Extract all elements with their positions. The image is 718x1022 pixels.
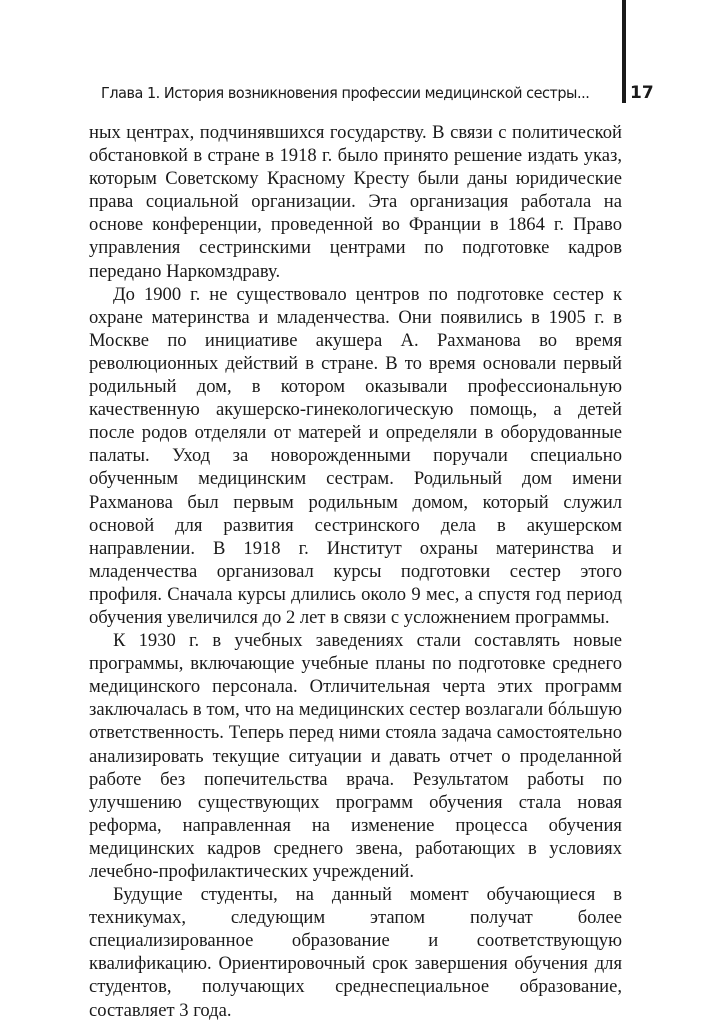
header-vertical-rule <box>622 0 626 103</box>
paragraph-3: К 1930 г. в учебных заведениях стали составлять новые программы, включающие учебные планы по подготовке среднего медицинского персонала. Отличительная черта этих программ заключалась в том, что на медицинских сестер возлагали бóльшую ответственность. Теперь перед ними стояла задача самостоятельно анализировать текущие ситуации и давать отчет о проделанной работе без попечительства врача. Результатом работы по улучшению существующих программ обучения стала новая реформа, направленная на изменение процесса обучения медицинских кадров среднего звена, работающих в условиях лечебно-профилактических учреждений. <box>89 630 622 882</box>
page-number: 17 <box>630 83 654 103</box>
paragraph-2: До 1900 г. не существовало центров по подготовке сестер к охране материнства и младенчества. Они появились в 1905 г. в Москве по инициативе акушера А. Рахманова во время революционных действий в стране. В то время основали первый родильный дом, в котором оказывали профессиональную качественную акушерско-гинекологическую помощь, а детей после родов отделяли от матерей и определяли в оборудованные палаты. Уход за новорожденными поручали специально обученным медицинским сестрам. Родильный дом имени Рахманова был первым родильным домом, который служил основой для развития сестринского дела в акушерском направлении. В 1918 г. Институт охраны материнства и младенчества организовал курсы подготовки сестер этого профиля. Сначала курсы длились около 9 мес, а спустя год период обучения увеличился до 2 лет в связи с усложнением программы. <box>89 283 622 628</box>
body-text <box>89 121 622 1022</box>
running-header-title: Глава 1. История возникновения профессии медицинской сестры... <box>101 84 590 102</box>
paragraph-1: ных центрах, подчинявшихся государству. В связи с политической обстановкой в стране в 1918 г. было принято решение издать указ, которым Советскому Красному Кресту были даны юридические права социальной организации. Эта организация работала на основе конференции, проведенной во Франции в 1864 г. Право управления сестринскими центрами по подготовке кадров передано Наркомздраву. <box>89 122 622 282</box>
paragraph-4: Будущие студенты, на данный момент обучающиеся в техникумах, следующим этапом получат более специализированное образование и соответствующую квалификацию. Ориентировочный срок завершения обучения для студентов, получающих среднеспециальное образование, составляет 3 года. <box>89 884 622 1021</box>
